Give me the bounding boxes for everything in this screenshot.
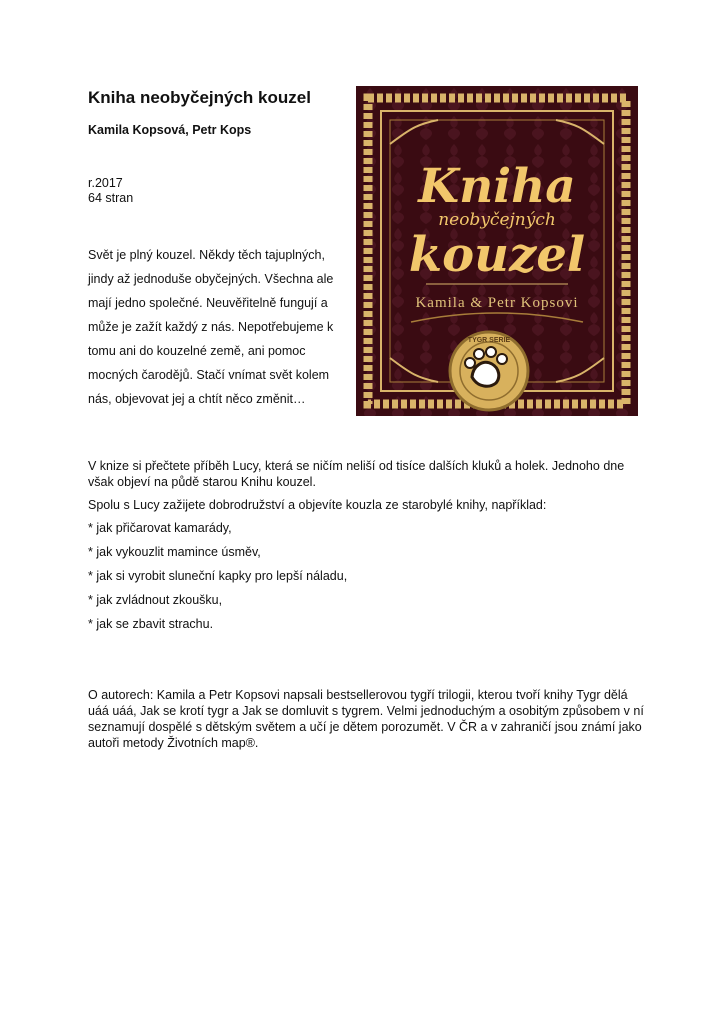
about-authors-paragraph: O autorech: Kamila a Petr Kopsovi napsali bestsellerovou tygří trilogii, kterou tvoří knihy Tygr dělá uáá uáá, Jak se krotí tygr a Jak se domluvit s tygrem. Velmi jednoduchým a osobitým způsobem v ní seznamují dospělé s dětským světem a učí je dětem porozumět. V ČR a v zahraničí jsou známí jako autoři metody Životních map®. [88,688,644,750]
story-paragraph: V knize si přečtete příběh Lucy, která se ničím neliší od tisíce dalších kluků a holek. Jednoho dne však objeví na půdě starou Knihu kouzel. [88,459,625,489]
book-title: Kniha neobyčejných kouzel [88,88,311,107]
book-details [88,176,133,206]
cover-authors: Kamila & Petr Kopsovi [415,295,579,311]
adventure-paragraph: Spolu s Lucy zažijete dobrodružství a objevíte kouzla ze starobylé knihy, například: [88,498,547,512]
cover-title-line-1: Kniha [418,159,576,214]
spell-list-item: * jak zvládnout zkoušku, [88,593,223,607]
series-seal [450,332,528,410]
paw-print-icon [472,362,499,386]
book-cover-art [356,86,638,416]
book-authors: Kamila Kopsová, Petr Kops [88,123,252,137]
book-cover [356,86,638,416]
series-seal-label: TYGR SERIE [467,337,511,344]
spell-list-item: * jak si vyrobit sluneční kapky pro lepší náladu, [88,569,348,583]
intro-paragraph [88,243,350,411]
intro-text: Svět je plný kouzel. Někdy těch tajuplných, jindy až jednoduše obyčejných. Všechna ale mají jedno společné. Neuvěřitelně fungují a může je zažít každý z nás. Nepotřebujeme k tomu ani do kouzelné země, ani pomoc mocných čarodějů. Stačí vnímat svět kolem nás, objevovat jej a chtít něco změnit… [88,248,334,406]
page-count: 64 stran [88,191,134,205]
cover-title-line-2: neobyčejných [438,210,556,230]
story-section [88,458,648,640]
cover-title-line-3: kouzel [408,227,586,283]
spell-list [88,520,648,632]
spell-list-item: * jak vykouzlit mamince úsměv, [88,545,261,559]
paw-toe-3-icon [486,347,496,357]
spell-list-item: * jak přičarovat kamarády, [88,521,232,535]
spell-list-item: * jak se zbavit strachu. [88,617,214,631]
paw-toe-2-icon [474,349,484,359]
publication-year: r.2017 [88,176,123,190]
paw-toe-4-icon [497,354,507,364]
paw-toe-1-icon [465,358,475,368]
